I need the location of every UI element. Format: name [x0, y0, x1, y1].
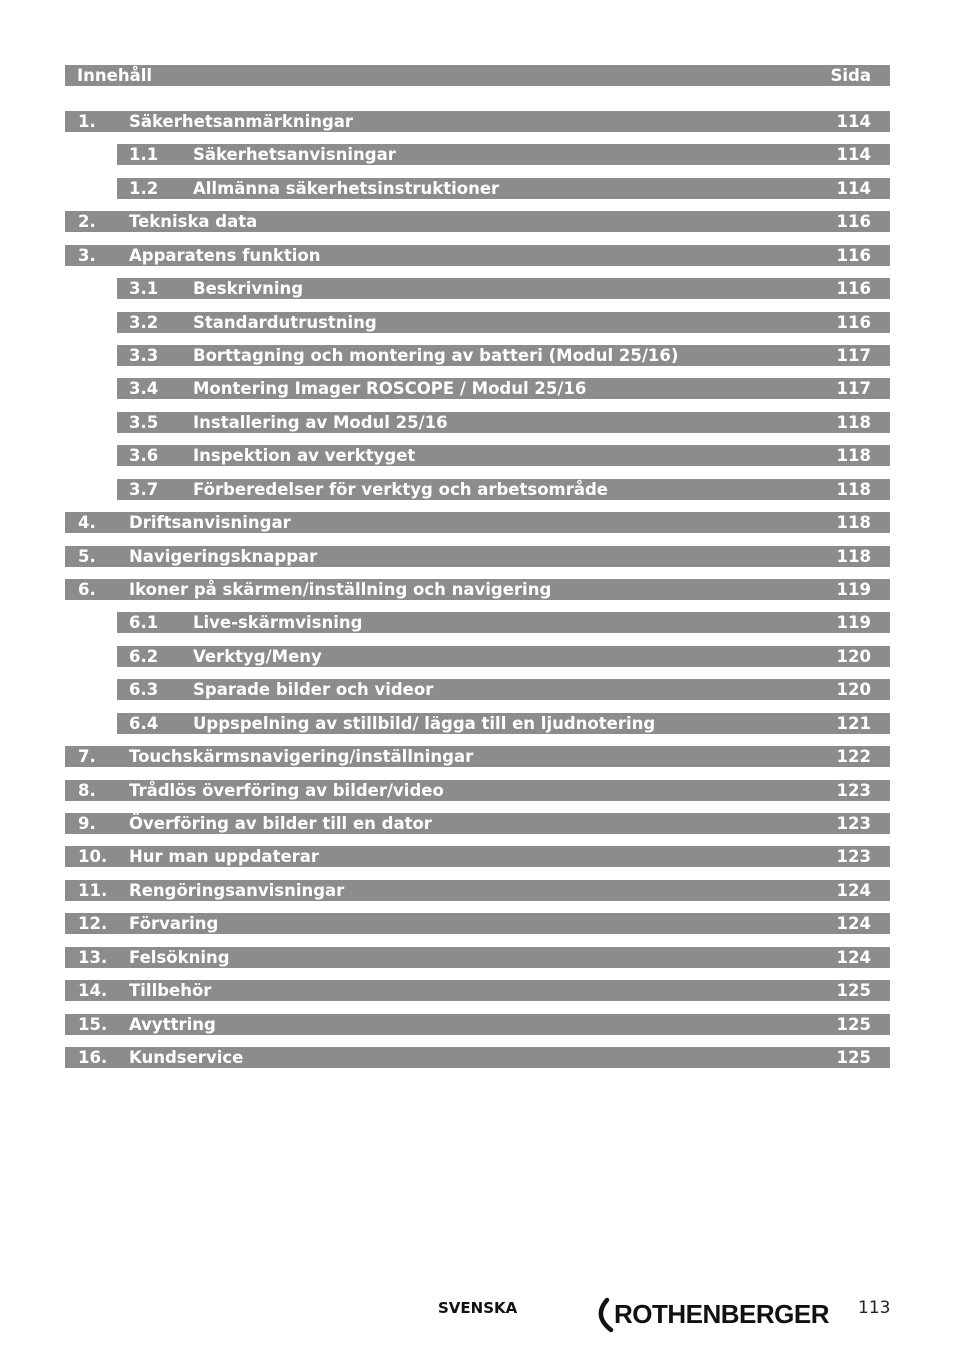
toc-entry-title: Verktyg/Meny	[193, 647, 322, 666]
toc-entry-page: 117	[836, 379, 871, 398]
toc-entry-number: 3.6	[129, 446, 159, 465]
toc-entry-title: Säkerhetsanvisningar	[193, 145, 396, 164]
toc-entry[interactable]	[65, 1014, 890, 1035]
toc-entry-page: 117	[836, 346, 871, 365]
toc-entry[interactable]	[65, 111, 890, 132]
page-number: 113	[858, 1298, 891, 1318]
toc-entry[interactable]	[65, 245, 890, 266]
toc-entry-page: 114	[836, 145, 871, 164]
toc-entry-page: 116	[836, 246, 871, 265]
toc-entry-page: 123	[836, 781, 871, 800]
toc-header-page-label: Sida	[830, 66, 871, 85]
toc-header	[65, 65, 890, 86]
toc-entry-title: Beskrivning	[193, 279, 304, 298]
toc-entry-number: 3.	[78, 246, 96, 265]
toc-entry-title: Live-skärmvisning	[193, 613, 363, 632]
toc-entry-page: 118	[836, 513, 871, 532]
toc-entry-page: 123	[836, 847, 871, 866]
toc-entry-number: 12.	[78, 914, 108, 933]
toc-entry-page: 120	[836, 647, 871, 666]
logo-text: ROTHENBERGER	[614, 1299, 830, 1329]
toc-entry-number: 9.	[78, 814, 96, 833]
toc-entry[interactable]	[117, 345, 890, 366]
toc-entry[interactable]	[65, 1047, 890, 1068]
toc-entry-title: Tillbehör	[129, 981, 212, 1000]
toc-entry[interactable]	[65, 746, 890, 767]
toc-entry-page: 123	[836, 814, 871, 833]
toc-entry-title: Överföring av bilder till en dator	[129, 814, 432, 833]
toc-entry-title: Inspektion av verktyget	[193, 446, 416, 465]
toc-entry[interactable]	[117, 612, 890, 633]
toc-entry-title: Rengöringsanvisningar	[129, 881, 345, 900]
toc-entry-number: 3.5	[129, 413, 159, 432]
toc-entry[interactable]	[65, 947, 890, 968]
toc-entry-title: Förvaring	[129, 914, 219, 933]
toc-entry-number: 6.2	[129, 647, 159, 666]
toc-entry[interactable]	[117, 713, 890, 734]
toc-entry[interactable]	[65, 813, 890, 834]
toc-entry-title: Montering Imager ROSCOPE / Modul 25/16	[193, 379, 587, 398]
toc-entry-number: 14.	[78, 981, 108, 1000]
toc-entry-number: 6.1	[129, 613, 159, 632]
toc-entry-title: Touchskärmsnavigering/inställningar	[129, 747, 474, 766]
toc-entry[interactable]	[65, 846, 890, 867]
toc-entry-number: 3.3	[129, 346, 159, 365]
toc-entry-page: 114	[836, 112, 871, 131]
toc-entry-page: 114	[836, 179, 871, 198]
toc-entry[interactable]	[117, 178, 890, 199]
toc-entry-title: Apparatens funktion	[129, 246, 321, 265]
toc-entry[interactable]	[117, 646, 890, 667]
toc-header-label: Innehåll	[77, 66, 153, 85]
toc-entry[interactable]	[117, 445, 890, 466]
toc-entry-page: 119	[836, 580, 871, 599]
toc-entry-page: 122	[836, 747, 871, 766]
toc-entry-number: 5.	[78, 547, 96, 566]
toc-entry-title: Säkerhetsanmärkningar	[129, 112, 354, 131]
toc-entry-title: Navigeringsknappar	[129, 547, 318, 566]
toc-entry-number: 6.	[78, 580, 96, 599]
toc-entry-title: Allmänna säkerhetsinstruktioner	[193, 179, 500, 198]
toc-entry[interactable]	[65, 512, 890, 533]
toc-entry-title: Ikoner på skärmen/inställning och navigering	[129, 580, 552, 599]
toc-entry[interactable]	[117, 378, 890, 399]
toc-entry[interactable]	[65, 880, 890, 901]
toc-entry-number: 16.	[78, 1048, 108, 1067]
toc-entry-number: 1.	[78, 112, 96, 131]
toc-entry-number: 11.	[78, 881, 108, 900]
toc-entry-number: 2.	[78, 212, 96, 231]
toc-entry-title: Avyttring	[129, 1015, 216, 1034]
toc-entry-title: Installering av Modul 25/16	[193, 413, 448, 432]
toc-entry-title: Driftsanvisningar	[129, 513, 291, 532]
toc-entry-number: 6.3	[129, 680, 159, 699]
toc-entry-title: Uppspelning av stillbild/ lägga till en ljudnotering	[193, 714, 656, 733]
toc-entry[interactable]	[65, 211, 890, 232]
toc-entry-title: Felsökning	[129, 948, 230, 967]
toc-entry[interactable]	[117, 312, 890, 333]
toc-entry-page: 116	[836, 279, 871, 298]
toc-entry-number: 1.1	[129, 145, 159, 164]
toc-entry-number: 13.	[78, 948, 108, 967]
toc-entry-number: 8.	[78, 781, 96, 800]
toc-entry-number: 3.7	[129, 480, 159, 499]
toc-entry-number: 7.	[78, 747, 96, 766]
toc-entry-title: Borttagning och montering av batteri (Modul 25/16)	[193, 346, 679, 365]
toc-entry-title: Förberedelser för verktyg och arbetsområde	[193, 480, 608, 499]
toc-entry-title: Standardutrustning	[193, 313, 377, 332]
toc-entry-page: 125	[836, 1048, 871, 1067]
toc-entry-page: 118	[836, 446, 871, 465]
toc-entry-page: 124	[836, 948, 871, 967]
toc-entry-page: 116	[836, 212, 871, 231]
toc-entry-title: Hur man uppdaterar	[129, 847, 320, 866]
toc-entry-number: 15.	[78, 1015, 108, 1034]
toc-entry-page: 124	[836, 914, 871, 933]
toc-entry-page: 116	[836, 313, 871, 332]
toc-entry[interactable]	[117, 479, 890, 500]
toc-entry-page: 118	[836, 480, 871, 499]
rothenberger-logo-icon	[595, 1294, 840, 1334]
toc-entry[interactable]	[65, 546, 890, 567]
toc-entry[interactable]	[117, 278, 890, 299]
toc-entry-page: 119	[836, 613, 871, 632]
toc-entry-title: Tekniska data	[129, 212, 258, 231]
toc-entry-page: 120	[836, 680, 871, 699]
toc-entry-page: 121	[836, 714, 871, 733]
toc-entry-number: 4.	[78, 513, 96, 532]
brand-logo	[595, 1294, 840, 1338]
toc-entry[interactable]	[65, 780, 890, 801]
toc-entry-page: 118	[836, 547, 871, 566]
toc-entry-page: 125	[836, 1015, 871, 1034]
toc-entry[interactable]	[65, 913, 890, 934]
toc-entry[interactable]	[65, 980, 890, 1001]
toc-entry-number: 6.4	[129, 714, 159, 733]
footer-language: SVENSKA	[438, 1299, 518, 1317]
toc-entry-number: 3.1	[129, 279, 159, 298]
toc-entry-page: 124	[836, 881, 871, 900]
toc-entry-page: 125	[836, 981, 871, 1000]
toc-entry-page: 118	[836, 413, 871, 432]
toc-entry-number: 10.	[78, 847, 108, 866]
toc-entry[interactable]	[117, 144, 890, 165]
toc-entry[interactable]	[117, 412, 890, 433]
toc-entry-number: 3.4	[129, 379, 159, 398]
toc-entry[interactable]	[117, 679, 890, 700]
toc-entry-number: 3.2	[129, 313, 159, 332]
toc-entry[interactable]	[65, 579, 890, 600]
toc-entry-title: Sparade bilder och videor	[193, 680, 434, 699]
toc-entry-title: Trådlös överföring av bilder/video	[129, 781, 444, 800]
toc-entry-number: 1.2	[129, 179, 159, 198]
toc-entry-title: Kundservice	[129, 1048, 244, 1067]
